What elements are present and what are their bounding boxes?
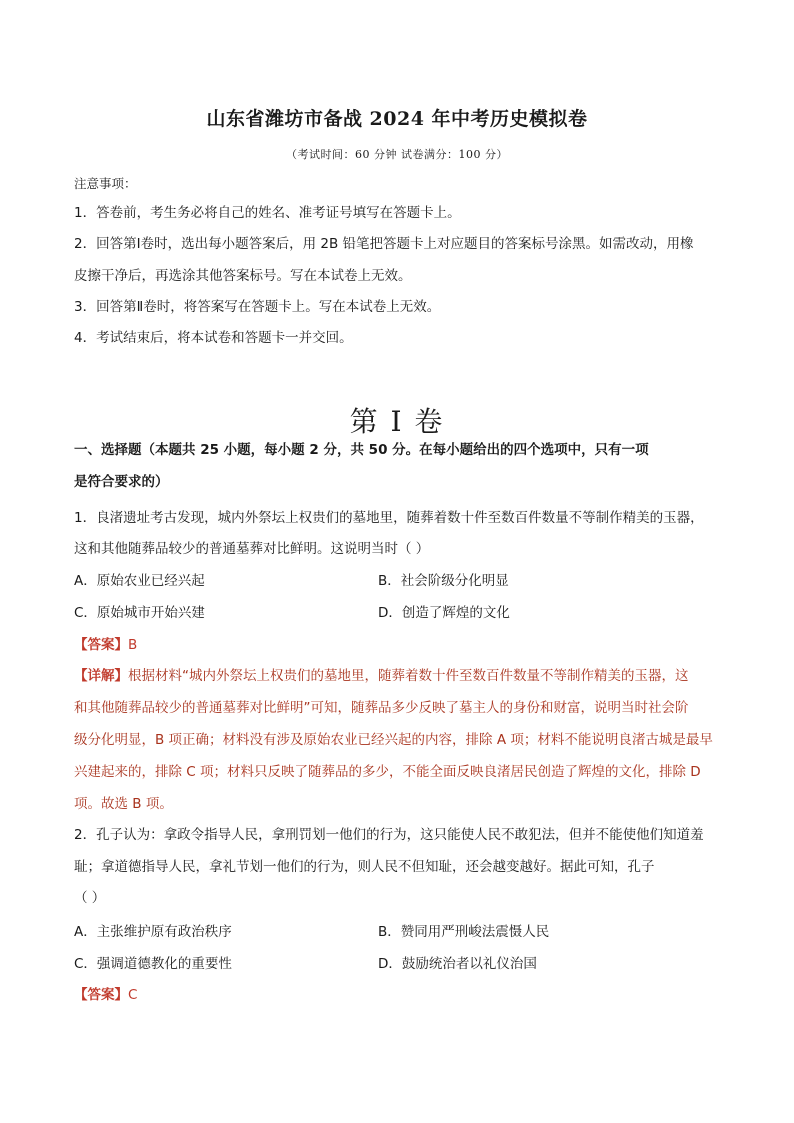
question-1-answer — [74, 635, 734, 655]
answer-label: 【答案】 — [74, 987, 128, 1003]
question-2-option-c: C．强调道德教化的重要性 — [74, 956, 232, 972]
question-2-stem: 耻；拿道德指导人民，拿礼节划一他们的行为，则人民不但知耻，还会越变越好。据此可知，孔子 — [74, 859, 655, 875]
note-item: 皮擦干净后，再选涂其他答案标号。写在本试卷上无效。 — [74, 268, 412, 284]
question-1-option-b: B．社会阶级分化明显 — [378, 573, 509, 589]
question-1-stem: 这和其他随葬品较少的普通墓葬对比鲜明。这说明当时（ ） — [74, 541, 430, 557]
answer-value: C — [128, 987, 138, 1003]
question-2-stem: 2．孔子认为：拿政令指导人民，拿刑罚划一他们的行为，这只能使人民不敢犯法，但并不能使他们知道羞 — [74, 827, 704, 843]
note-item: 1．答卷前，考生务必将自己的姓名、准考证号填写在答题卡上。 — [74, 205, 461, 221]
section-instruction: 是符合要求的） — [74, 474, 169, 490]
question-1-detail — [74, 666, 734, 686]
question-2-answer — [74, 985, 734, 1005]
exam-subtitle: （考试时间：60 分钟 试卷满分：100 分） — [286, 148, 508, 161]
question-2-option-d: D．鼓励统治者以礼仪治国 — [378, 956, 537, 972]
question-1-detail: 和其他随葬品较少的普通墓葬对比鲜明”可知，随葬品多少反映了墓主人的身份和财富，说明当时社会阶 — [74, 700, 689, 716]
question-1-stem: 1．良渚遗址考古发现，城内外祭坛上权贵们的墓地里，随葬着数十件至数百件数量不等制作精美的玉器， — [74, 510, 704, 526]
exam-title: 山东省潍坊市备战 2024 年中考历史模拟卷 — [206, 108, 588, 130]
section-instruction: 一、选择题（本题共 25 小题，每小题 2 分，共 50 分。在每小题给出的四个选项中，只有一项 — [74, 442, 649, 458]
question-1-option-a: A．原始农业已经兴起 — [74, 573, 205, 589]
question-1-detail: 项。故选 B 项。 — [74, 796, 173, 812]
note-item: 3．回答第Ⅱ卷时，将答案写在答题卡上。写在本试卷上无效。 — [74, 299, 441, 315]
note-item: 4．考试结束后，将本试卷和答题卡一并交回。 — [74, 330, 353, 346]
detail-label: 【详解】 — [74, 668, 128, 684]
section-title: 第 I 卷 — [349, 405, 445, 438]
question-2-option-a: A．主张维护原有政治秩序 — [74, 924, 232, 940]
answer-label: 【答案】 — [74, 637, 128, 653]
question-1-option-c: C．原始城市开始兴建 — [74, 605, 205, 621]
notes-heading: 注意事项： — [74, 176, 137, 191]
note-item: 2．回答第Ⅰ卷时，选出每小题答案后，用 2B 铅笔把答题卡上对应题目的答案标号涂黑。如需改动，用橡 — [74, 236, 694, 252]
question-2-option-b: B．赞同用严刑峻法震慑人民 — [378, 924, 550, 940]
question-1-option-d: D．创造了辉煌的文化 — [378, 605, 510, 621]
detail-text: 根据材料“城内外祭坛上权贵们的墓地里，随葬着数十件至数百件数量不等制作精美的玉器，这 — [128, 668, 689, 684]
question-1-detail: 级分化明显，B 项正确；材料没有涉及原始农业已经兴起的内容，排除 A 项；材料不能说明良渚古城是最早 — [74, 732, 713, 748]
question-2-stem: （ ） — [74, 890, 106, 906]
question-1-detail: 兴建起来的，排除 C 项；材料只反映了随葬品的多少，不能全面反映良渚居民创造了辉煌的文化，排除 D — [74, 764, 701, 780]
answer-value: B — [128, 637, 138, 653]
